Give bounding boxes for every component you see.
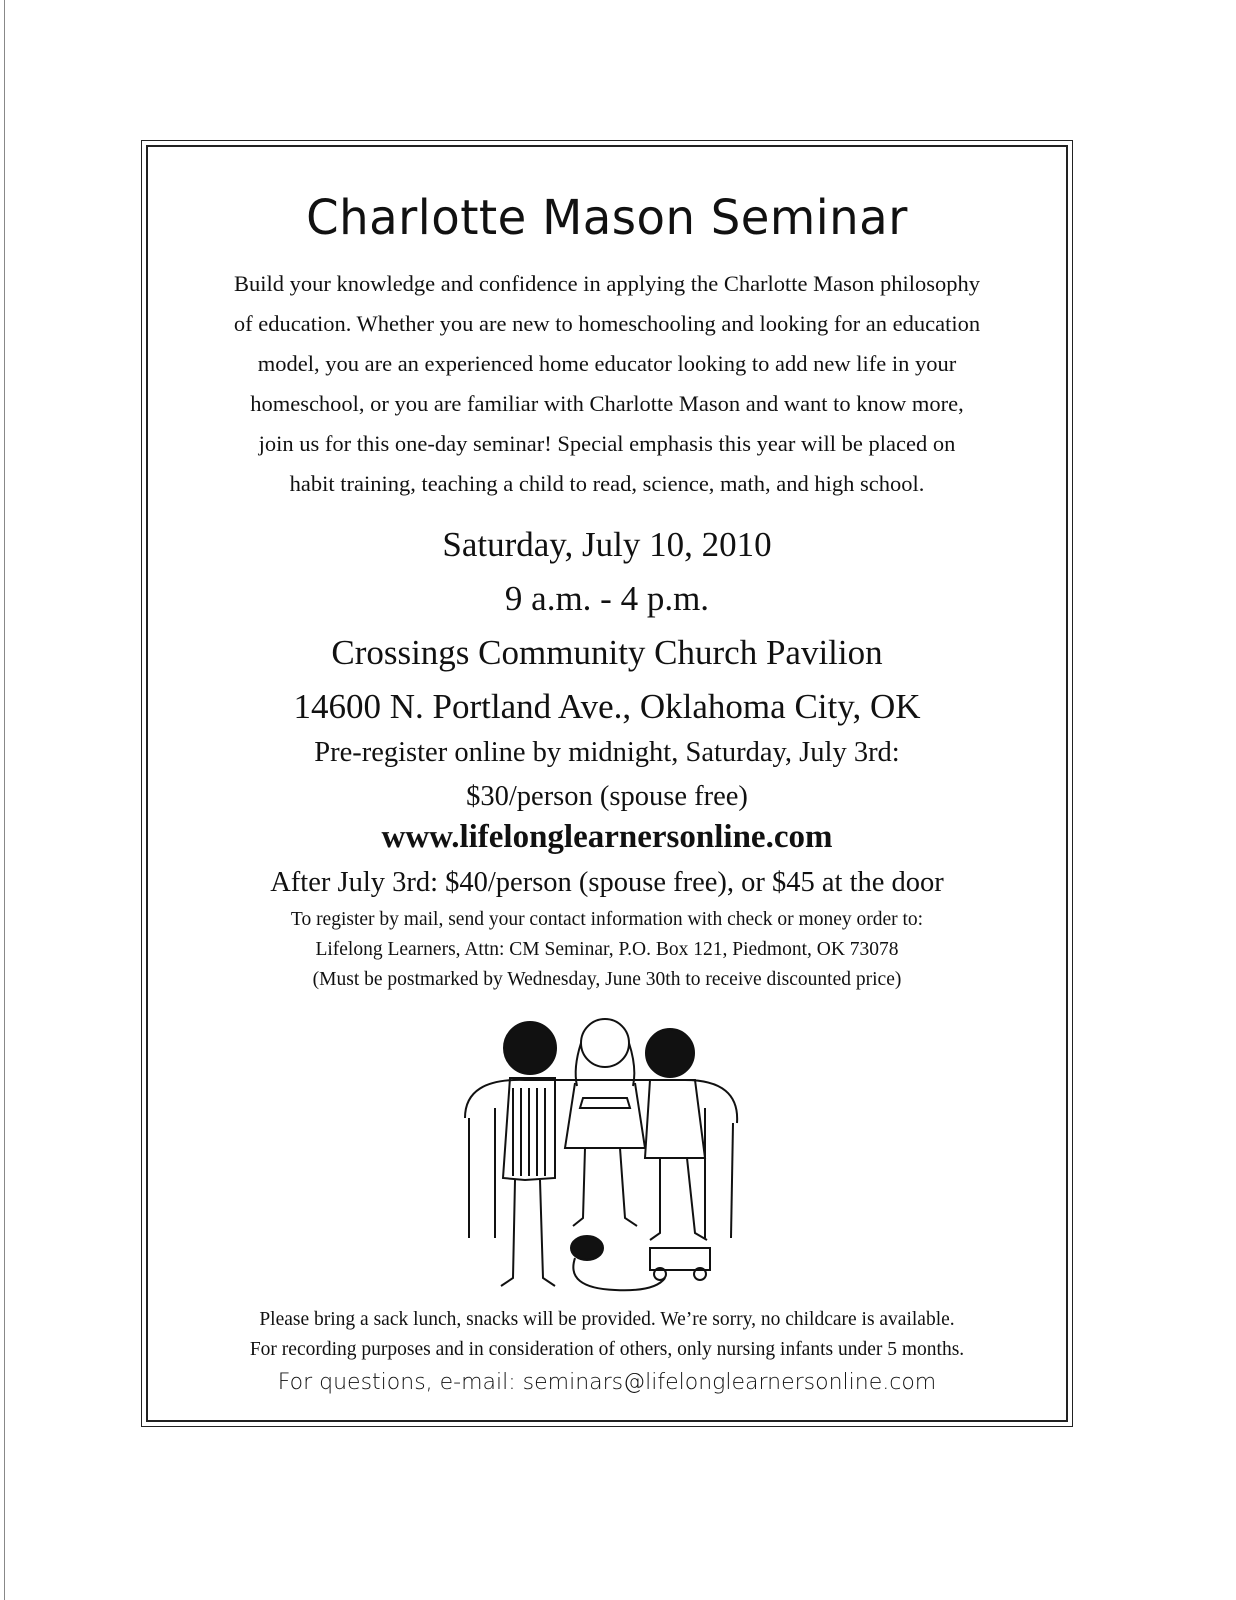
price-line: $30/person (spouse free) (466, 781, 748, 812)
event-details (150, 518, 1064, 734)
intro-line: of education. Whether you are new to homeschooling and looking for an education (233, 311, 981, 336)
children-reading-illustration (455, 1008, 745, 1298)
note-line: For recording purposes and in consideration of others, only nursing infants under 5 months. (249, 1339, 965, 1360)
event-venue: Crossings Community Church Pavilion (331, 633, 883, 672)
mail-line: To register by mail, send your contact information with check or money order to: (290, 909, 924, 930)
flyer-title: Charlotte Mason Seminar (306, 190, 908, 246)
preregister-line: Pre-register online by midnight, Saturday, July 3rd: (314, 737, 900, 768)
mail-registration-info (150, 905, 1064, 995)
intro-line: model, you are an experienced home educator looking to add new life in your (257, 351, 957, 376)
website-link[interactable]: www.lifelonglearnersonline.com (381, 819, 833, 855)
note-line: Please bring a sack lunch, snacks will be provided. We’re sorry, no childcare is available. (259, 1309, 955, 1330)
late-pricing-line: After July 3rd: $40/person (spouse free), or $45 at the door (270, 867, 944, 898)
intro-line: habit training, teaching a child to read, science, math, and high school. (289, 471, 925, 496)
preregistration-info (150, 731, 1064, 819)
contact-line: For questions, e-mail: seminars@lifelonglearnersonline.com (277, 1370, 937, 1395)
event-address: 14600 N. Portland Ave., Oklahoma City, OK (293, 687, 921, 726)
mail-line: Lifelong Learners, Attn: CM Seminar, P.O. Box 121, Piedmont, OK 73078 (315, 939, 899, 960)
page-edge-line (4, 0, 5, 1600)
intro-line: Build your knowledge and confidence in applying the Charlotte Mason philosophy (233, 271, 981, 296)
intro-paragraph (150, 264, 1064, 504)
attendance-notes (150, 1305, 1064, 1365)
event-date: Saturday, July 10, 2010 (442, 525, 772, 564)
mail-line: (Must be postmarked by Wednesday, June 30th to receive discounted price) (312, 969, 902, 990)
intro-line: join us for this one-day seminar! Special emphasis this year will be placed on (258, 431, 956, 456)
event-time: 9 a.m. - 4 p.m. (504, 579, 710, 618)
intro-line: homeschool, or you are familiar with Charlotte Mason and want to know more, (250, 391, 964, 416)
